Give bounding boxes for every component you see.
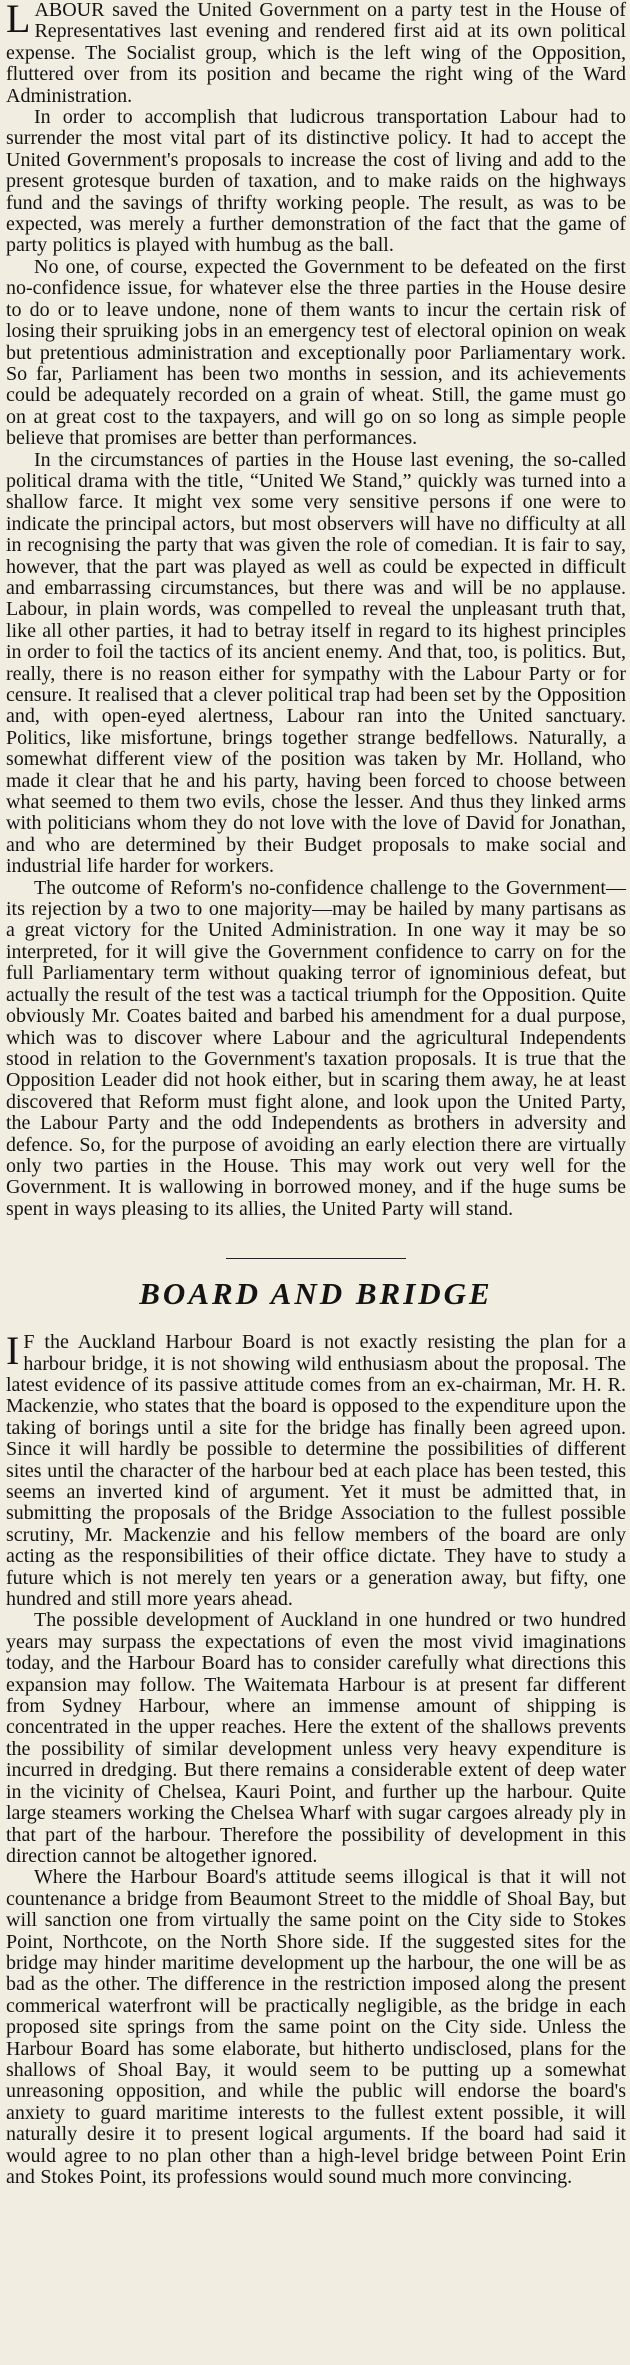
section-divider (6, 1220, 626, 1276)
paragraph-text: ABOUR saved the United Government on a party test in the House of Representatives last evening and rendered first aid at its own political expense. The Socialist group, which is the left wing of the Opposition, fluttered over from its position and became the right wing of the Ward Administration. (6, 0, 626, 107)
article-paragraph: The possible development of Auckland in one hundred or two hundred years may surpass the expectations of even the most vivid imaginations today, and the Harbour Board has to consider carefully what directions this expansion may follow. The Waitemata Harbour is at present far different from Sydney Harbour, where an immense amount of shipping is concentrated in the upper reaches. Here the extent of the shallows prevents the possibility of similar development unless very heavy expenditure is incurred in dredging. But there remains a considerable extent of deep water in the vicinity of Chelsea, Kauri Point, and further up the harbour. Quite large steamers working the Chelsea Wharf with sugar cargoes already ply in that part of the harbour. Therefore the possibility of development in this direction cannot be altogether ignored. (6, 1609, 626, 1867)
divider-rule (226, 1258, 406, 1259)
article-paragraph: The outcome of Reform's no-confidence challenge to the Government—its rejection by a two to one majority—may be hailed by many partisans as a great victory for the United Administration. In one way it may be so interpreted, for it will give the Government confidence to carry on for the full Parliamentary term without quaking terror of ignominious defeat, but actually the result of the test was a tactical triumph for the Opposition. Quite obviously Mr. Coates baited and barbed his amendment for a dual purpose, which was to discover where Labour and the agricultural Independents stood in relation to the Government's taxation proposals. It is true that the Opposition Leader did not hook either, but in scaring them away, he at least discovered that Reform must fight alone, and look upon the United Party, the Labour Party and the odd Independents as brothers in adversity and defence. So, for the purpose of avoiding an early election there are virtually only two parties in the House. This may work out very well for the Government. It is wallowing in borrowed money, and if the huge sums be spent in ways pleasing to its allies, the United Party will stand. (6, 876, 626, 1220)
article-paragraph: No one, of course, expected the Government to be defeated on the first no-confidence issue, for whatever else the three parties in the House desire to do or to leave undone, none of them wants to incur the certain risk of losing their spruiking jobs in an emergency test of electoral opinion on weak but pretentious administration and exceptionally poor Parliamentary work. So far, Parliament has been two months in session, and its achievements could be adequately recorded on a grain of wheat. Still, the game must go on at great cost to the taxpayers, and will go on so long as simple people believe that promises are better than performances. (6, 255, 626, 450)
article-paragraph: Where the Harbour Board's attitude seems illogical is that it will not countenance a bridge from Beaumont Street to the middle of Shoal Bay, but will sanction one from virtually the same point on the City side to Stokes Point, Northcote, on the North Shore side. If the suggested sites for the bridge may hinder maritime development up the harbour, the one will be as bad as the other. The difference in the restriction imposed along the present commerical waterfront will be practically negligible, as the bridge in each proposed site springs from the same point on the City side. Unless the Harbour Board has some elaborate, but hitherto undisclosed, plans for the shallows of Shoal Bay, it would seem to be putting up a somewhat unreasoning opposition, and while the public will endorse the board's anxiety to guard maritime interests to the fullest extent possible, it will naturally desire it to present logical arguments. If the board had said it would agree to no plan other than a high-level bridge between Point Erin and Stokes Point, its professions would sound much more convincing. (6, 1866, 626, 2188)
drop-cap: L (6, 0, 31, 41)
article-paragraph (6, 1328, 626, 1611)
paragraph-text: F the Auckland Harbour Board is not exactly resisting the plan for a harbour bridge, it is not showing wild enthusiasm about the proposal. The latest evidence of its passive attitude comes from an ex-chairman, Mr. H. R. Mackenzie, who states that the board is opposed to the expenditure upon the taking of borings until a site for the bridge has finally been agreed upon. Since it will hardly be possible to determine the possibilities of different sites until the character of the harbour bed at each place has been tested, this seems an inverted kind of argument. Yet it must be admitted that, in submitting the proposals of the Bridge Association to the fullest possible scrutiny, Mr. Mackenzie and his fellow members of the board are only acting as the responsibilities of their office dictate. They have to study a future which is not merely ten years or a generation away, but fifty, one hundred and still more years ahead. (6, 1331, 626, 1611)
drop-cap: I (6, 1328, 20, 1374)
editorial-labour-article (6, 0, 626, 1220)
board-and-bridge-article (6, 1276, 626, 2188)
article-heading: BOARD AND BRIDGE (139, 1276, 493, 1312)
article-paragraph: In the circumstances of parties in the House last evening, the so-called political drama with the title, “United We Stand,” quickly was turned into a shallow farce. It might vex some very sensitive persons if one were to indicate the principal actors, but most observers will have no difficulty at all in recognising the party that was given the role of comedian. It is fair to say, however, that the part was played as well as could be expected in difficult and embarrassing circumstances, but there was and will be no applause. Labour, in plain words, was compelled to reveal the unpleasant truth that, like all other parties, it had to betray itself in regard to its highest principles in order to foil the tactics of its ancient enemy. And that, too, is politics. But, really, there is no reason either for sympathy with the Labour Party or for censure. It realised that a clever political trap had been set by the Opposition and, with open-eyed alertness, Labour ran into the United sanctuary. Politics, like misfortune, brings together strange bedfellows. Naturally, a somewhat different view of the position was taken by Mr. Holland, who made it clear that he and his party, having been forced to choose between what seemed to them two evils, chose the lesser. And thus they linked arms with politicians whom they do not love with the love of David for Jonathan, and who are determined by their Budget proposals to make social and industrial life harder for workers. (6, 448, 626, 878)
article-paragraph: In order to accomplish that ludicrous transportation Labour had to surrender the most vital part of its distinctive policy. It had to accept the United Government's proposals to increase the cost of living and add to the present grotesque burden of taxation, and to make raids on the highways fund and the savings of thrifty working people. The result, as was to be expected, was merely a further demonstration of the fact that the game of party politics is played with humbug as the ball. (6, 106, 626, 257)
article-paragraph (6, 0, 626, 107)
